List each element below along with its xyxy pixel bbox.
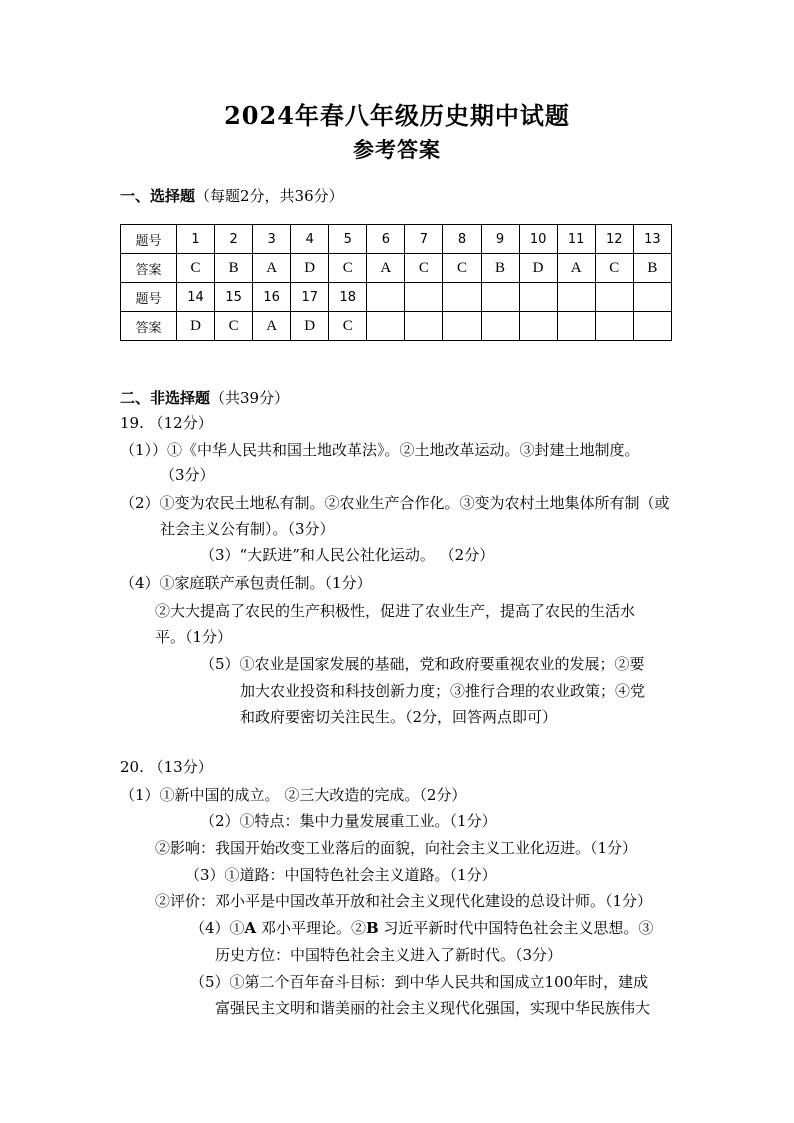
question-number: 9 xyxy=(481,225,519,254)
q19-part5-line3: 和政府要密切关注民生。（2分，回答两点即可） xyxy=(240,708,558,726)
q20-part4-answer-b: 习近平新时代中国特色社会主义思想。③ xyxy=(378,919,654,937)
q20-part5-line1: （5）①第二个百年奋斗目标：到中华人民共和国成立100年时，建成 xyxy=(190,973,649,991)
q19-part1-line1: （1））①《中华人民共和国土地改革法》。②土地改革运动。③封建土地制度。 xyxy=(120,441,640,459)
empty-cell xyxy=(367,312,405,341)
answer-cell: A xyxy=(253,254,291,283)
question-number: 8 xyxy=(443,225,481,254)
option-b-letter: B xyxy=(365,919,379,937)
answer-cell: C xyxy=(405,254,443,283)
q19-part1-line2: （3分） xyxy=(160,466,215,484)
section-2-heading xyxy=(120,388,289,408)
q20-part4-line2: 历史方位：中国特色社会主义进入了新时代。（3分） xyxy=(215,946,563,964)
section-2-title: 二、非选择题 xyxy=(120,389,211,407)
q20-part4-line1 xyxy=(190,918,653,938)
row-label-number: 题号 xyxy=(121,283,177,312)
page-title: 2024年春八年级历史期中试题 xyxy=(224,101,570,130)
question-number: 5 xyxy=(329,225,367,254)
q19-part4-line3: 平。（1分） xyxy=(155,628,233,646)
answer-cell: B xyxy=(633,254,671,283)
q20-part3-line2: ②评价：邓小平是中国改革开放和社会主义现代化建设的总设计师。（1分） xyxy=(155,892,653,910)
answer-cell: B xyxy=(481,254,519,283)
question-number: 1 xyxy=(177,225,215,254)
empty-cell xyxy=(481,312,519,341)
empty-cell xyxy=(405,312,443,341)
q20-part2-line1: （2）①特点：集中力量发展重工业。（1分） xyxy=(200,812,497,830)
empty-cell xyxy=(595,312,633,341)
answer-cell: D xyxy=(177,312,215,341)
empty-cell xyxy=(481,283,519,312)
q20-part2-line2: ②影响：我国开始改变工业落后的面貌，向社会主义工业化迈进。（1分） xyxy=(155,839,638,857)
empty-cell xyxy=(557,312,595,341)
question-number: 13 xyxy=(633,225,671,254)
section-2-note: （共39分） xyxy=(210,389,290,407)
q20-part4-prefix: （4）① xyxy=(190,919,245,937)
answer-cell: A xyxy=(253,312,291,341)
answer-cell: D xyxy=(519,254,557,283)
question-number: 14 xyxy=(177,283,215,312)
empty-cell xyxy=(367,283,405,312)
question-number: 3 xyxy=(253,225,291,254)
question-number: 16 xyxy=(253,283,291,312)
q19-part4-line1: （4）①家庭联产承包责任制。（1分） xyxy=(120,574,372,592)
section-1-note: （每题2分，共36分） xyxy=(195,187,344,205)
empty-cell xyxy=(519,283,557,312)
answer-cell: C xyxy=(177,254,215,283)
table-row-numbers-2 xyxy=(121,283,672,312)
question-number: 10 xyxy=(519,225,557,254)
q19-part5-line2: 加大农业投资和科技创新力度；③推行合理的农业政策；④党 xyxy=(240,682,646,700)
q20-part1: （1）①新中国的成立。 ②三大改造的完成。（2分） xyxy=(120,786,467,804)
table-row-answers-2 xyxy=(121,312,672,341)
answer-cell: A xyxy=(557,254,595,283)
q20-part3-line1: （3）①道路：中国特色社会主义道路。（1分） xyxy=(185,866,497,884)
answer-cell: C xyxy=(329,254,367,283)
question-number: 15 xyxy=(215,283,253,312)
empty-cell xyxy=(633,312,671,341)
question-number: 7 xyxy=(405,225,443,254)
row-label-answer: 答案 xyxy=(121,312,177,341)
q19-part3: （3）“大跃进”和人民公社化运动。 （2分） xyxy=(200,546,495,564)
answer-cell: C xyxy=(443,254,481,283)
page-subtitle: 参考答案 xyxy=(353,137,441,162)
empty-cell xyxy=(519,312,557,341)
row-label-number: 题号 xyxy=(121,225,177,254)
question-number: 4 xyxy=(291,225,329,254)
answer-cell: B xyxy=(215,254,253,283)
empty-cell xyxy=(633,283,671,312)
question-number: 18 xyxy=(329,283,367,312)
empty-cell xyxy=(595,283,633,312)
q20-part5-line2: 富强民主文明和谐美丽的社会主义现代化强国，实现中华民族伟大 xyxy=(215,999,651,1017)
question-number: 6 xyxy=(367,225,405,254)
table-row-numbers-1 xyxy=(121,225,672,254)
empty-cell xyxy=(443,283,481,312)
answer-cell: A xyxy=(367,254,405,283)
answer-cell: D xyxy=(291,312,329,341)
q19-header: 19. （12分） xyxy=(120,414,213,432)
section-1-heading xyxy=(120,186,344,206)
q19-part2-line2: 社会主义公有制）。（3分） xyxy=(160,520,335,538)
table-row-answers-1 xyxy=(121,254,672,283)
question-number: 12 xyxy=(595,225,633,254)
q20-header: 20. （13分） xyxy=(120,758,213,776)
answer-cell: C xyxy=(215,312,253,341)
q19-part4-line2: ②大大提高了农民的生产积极性，促进了农业生产，提高了农民的生活水 xyxy=(155,602,636,620)
question-number: 2 xyxy=(215,225,253,254)
empty-cell xyxy=(557,283,595,312)
row-label-answer: 答案 xyxy=(121,254,177,283)
answer-cell: D xyxy=(291,254,329,283)
question-number: 17 xyxy=(291,283,329,312)
question-number: 11 xyxy=(557,225,595,254)
empty-cell xyxy=(405,283,443,312)
q19-part2-line1: （2）①变为农民土地私有制。②农业生产合作化。③变为农村土地集体所有制（或 xyxy=(120,494,670,512)
option-a-letter: A xyxy=(244,919,257,937)
empty-cell xyxy=(443,312,481,341)
q19-part5-line1: （5）①农业是国家发展的基础，党和政府要重视农业的发展；②要 xyxy=(200,655,645,673)
q20-part4-answer-a: 邓小平理论。② xyxy=(256,919,366,937)
answer-cell: C xyxy=(595,254,633,283)
answer-cell: C xyxy=(329,312,367,341)
section-1-title: 一、选择题 xyxy=(120,187,196,205)
answer-table xyxy=(120,224,672,341)
